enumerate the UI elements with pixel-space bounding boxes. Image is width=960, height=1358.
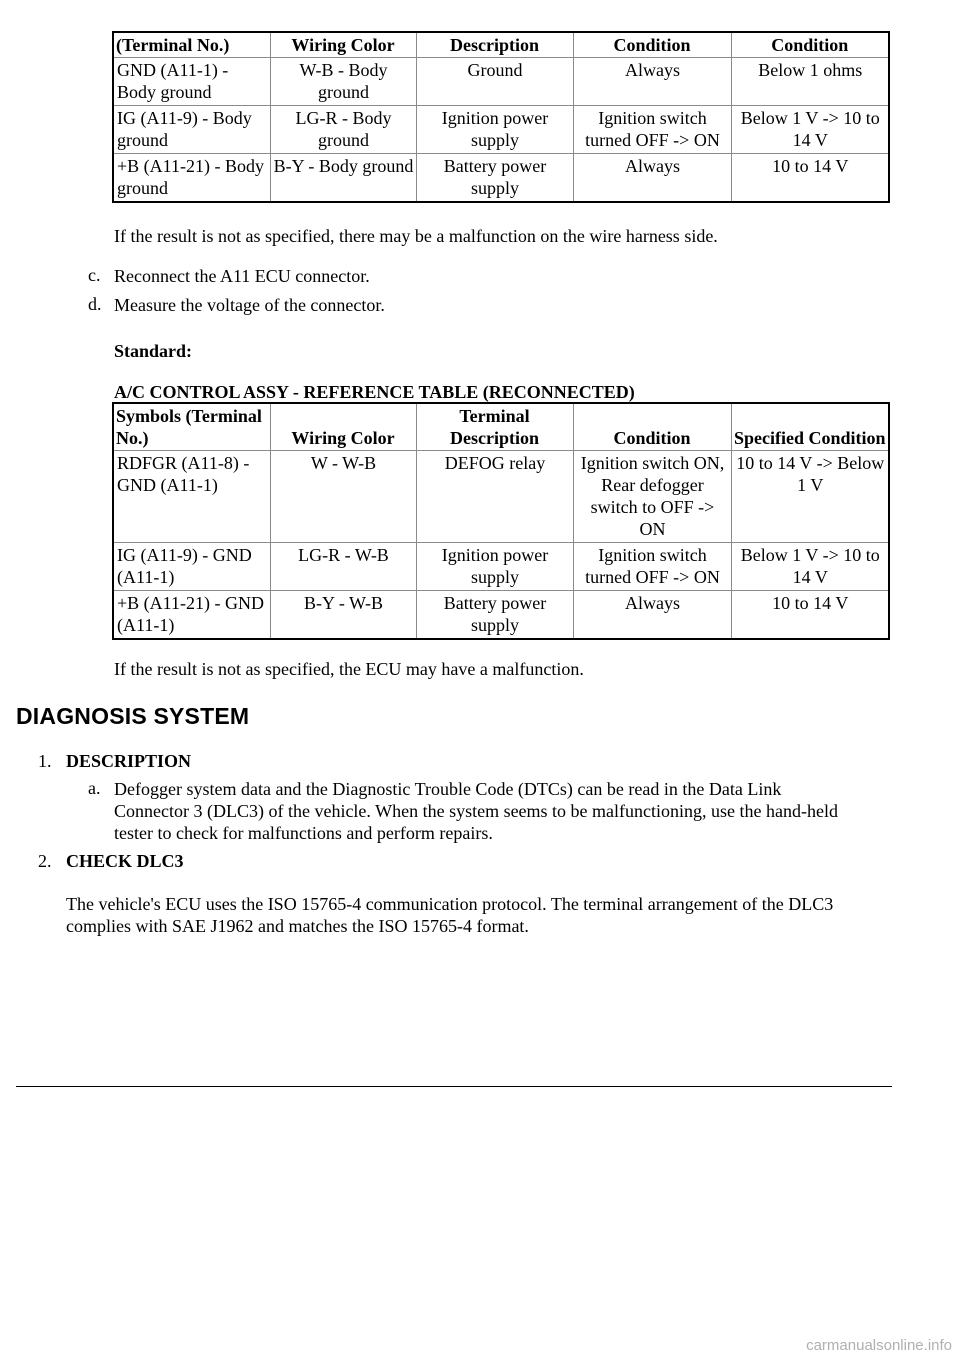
table-cell: Ignition power supply (416, 106, 573, 154)
column-header: Terminal Description (416, 403, 573, 451)
table-cell: RDFGR (A11-8) - GND (A11-1) (113, 451, 270, 543)
column-header: Condition (573, 403, 731, 451)
table-header-row (113, 32, 889, 58)
table-cell: Always (573, 154, 731, 203)
column-header: Condition (731, 32, 889, 58)
step-text: Reconnect the A11 ECU connector. (114, 266, 370, 286)
column-header: Specified Condition (731, 403, 889, 451)
table-cell: Ignition switch ON, Rear defogger switch to OFF -> ON (573, 451, 731, 543)
table-cell: B-Y - Body ground (270, 154, 416, 203)
column-header: Symbols (Terminal No.) (113, 403, 270, 451)
table-cell: B-Y - W-B (270, 591, 416, 640)
table-cell: Battery power supply (416, 154, 573, 203)
table-cell: +B (A11-21) - GND (A11-1) (113, 591, 270, 640)
description-text: Defogger system data and the Diagnostic Trouble Code (DTCs) can be read in the Data Link Connector 3 (DLC3) of the vehicle. When the system seems to be malfunctioning, use the hand-held tester to check for malfunctions and perform repairs. (114, 779, 838, 843)
table-cell: 10 to 14 V (731, 154, 889, 203)
column-header: Wiring Color (270, 32, 416, 58)
table-cell: GND (A11-1) - Body ground (113, 58, 270, 106)
step-marker: d. (88, 294, 102, 314)
column-header: (Terminal No.) (113, 32, 270, 58)
table-cell: Below 1 V -> 10 to 14 V (731, 543, 889, 591)
step-text: Measure the voltage of the connector. (114, 295, 385, 315)
table-cell: DEFOG relay (416, 451, 573, 543)
item-number: 1. (38, 751, 52, 771)
reference-table-reconnected (112, 402, 890, 640)
step-marker: c. (88, 265, 101, 285)
result-note-harness: If the result is not as specified, there may be a malfunction on the wire harness side. (114, 226, 718, 246)
item-title: CHECK DLC3 (66, 851, 184, 871)
dlc3-text: The vehicle's ECU uses the ISO 15765-4 communication protocol. The terminal arrangement of the DLC3 complies with SAE J1962 and matches the ISO 15765-4 format. (66, 894, 834, 936)
table-cell: Ignition switch turned OFF -> ON (573, 543, 731, 591)
table-cell: LG-R - Body ground (270, 106, 416, 154)
table-row (113, 543, 889, 591)
table-header-row (113, 403, 889, 451)
column-header: Description (416, 32, 573, 58)
table-cell: W - W-B (270, 451, 416, 543)
table-cell: Below 1 V -> 10 to 14 V (731, 106, 889, 154)
table-cell: Below 1 ohms (731, 58, 889, 106)
table-cell: Always (573, 591, 731, 640)
item-number: 2. (38, 851, 52, 871)
table-cell: IG (A11-9) - Body ground (113, 106, 270, 154)
table-row (113, 451, 889, 543)
sub-item-marker: a. (88, 778, 101, 798)
table-row (113, 58, 889, 106)
table-cell: W-B - Body ground (270, 58, 416, 106)
table-cell: 10 to 14 V (731, 591, 889, 640)
table-cell: +B (A11-21) - Body ground (113, 154, 270, 203)
section-heading: DIAGNOSIS SYSTEM (16, 703, 250, 729)
item-title: DESCRIPTION (66, 751, 192, 771)
watermark: carmanualsonline.info (806, 1337, 952, 1354)
standard-label: Standard: (114, 341, 193, 361)
table-cell: Always (573, 58, 731, 106)
reference-table-title: A/C CONTROL ASSY - REFERENCE TABLE (RECONNECTED) (114, 382, 635, 402)
table-cell: Ignition power supply (416, 543, 573, 591)
table-cell: IG (A11-9) - GND (A11-1) (113, 543, 270, 591)
table-cell: 10 to 14 V -> Below 1 V (731, 451, 889, 543)
table-row (113, 154, 889, 203)
terminal-table-disconnected (112, 31, 890, 203)
column-header: Wiring Color (270, 403, 416, 451)
page-divider (16, 1086, 892, 1087)
table-row (113, 106, 889, 154)
table-cell: Ignition switch turned OFF -> ON (573, 106, 731, 154)
column-header: Condition (573, 32, 731, 58)
result-note-ecu: If the result is not as specified, the ECU may have a malfunction. (114, 659, 584, 679)
table-cell: Ground (416, 58, 573, 106)
table-cell: LG-R - W-B (270, 543, 416, 591)
table-row (113, 591, 889, 640)
table-cell: Battery power supply (416, 591, 573, 640)
